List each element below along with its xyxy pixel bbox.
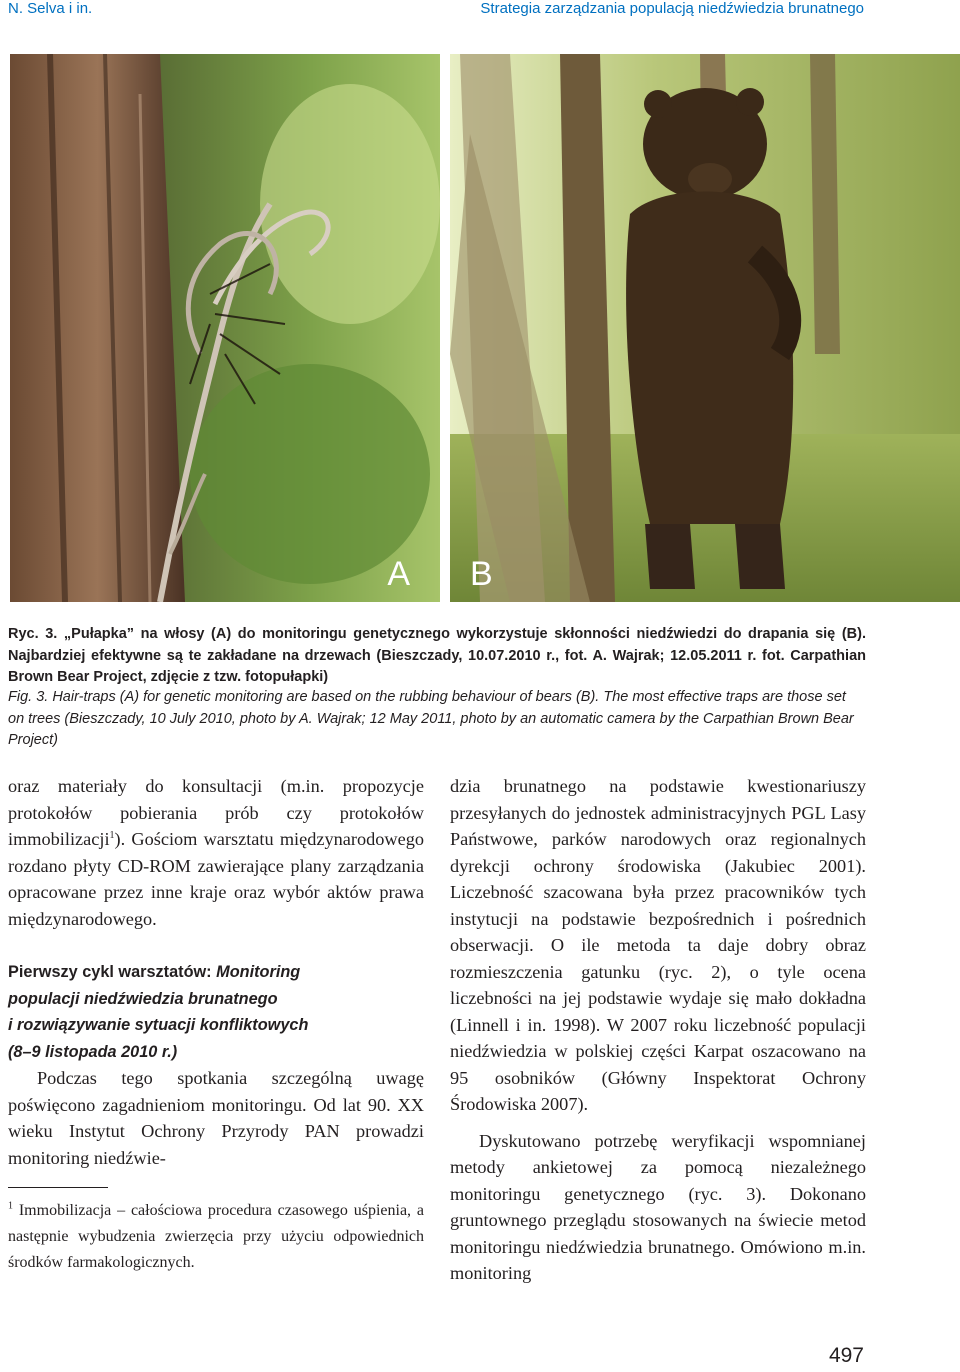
footnote-reference: 1 (109, 829, 115, 841)
heading-line: i rozwiązywanie sytuacji konfliktowych (8, 1016, 309, 1034)
paragraph-text: oraz materiały do konsultacji (m.in. propozycje protokołów pobierania prób czy protokołów immobilizacji (8, 776, 424, 849)
paragraph: Podczas tego spotkania szczególną uwagę poświęcono zagadnieniom monitoringu. Od lat 90. XX wieku Instytut Ochrony Przyrody PAN prowadzi monitoring niedźwie- (8, 1068, 424, 1168)
photo-hair-trap (10, 54, 440, 602)
paragraph (8, 773, 424, 932)
paragraph-text: ). Gościom warsztatu międzynarodowego rozdano płyty CD-ROM zawierające plany zarządzania opracowane przez inne kraje oraz wybór aktów prawa międzynarodowego. (8, 829, 424, 929)
bear-illustration (450, 54, 960, 602)
running-header (8, 0, 864, 22)
paragraph: dzia brunatnego na podstawie kwestionariuszy przesyłanych do jednostek administracyjnych PGL Lasy Państwowe, parków narodowych oraz regionalnych dyrekcji ochrony środowiska (Jakubiec 2001). Liczebność szacowana była przez pracowników tych instytucji na podstawie bezpośrednich i pośrednich obserwacji. O ile metoda ta daje dobry obraz rozmieszczenia gatunku (ryc. 2), o tyle ocena liczebności na jej podstawie wydaje się mało dokładna (Linnell i in. 1998). W 2007 roku liczebność populacji niedźwiedzia w polskiej części Karpat oszacowano na 95 osobników (Główny Inspektorat Ochrony Środowiska 2007). (450, 776, 866, 1114)
page-number: 497 (828, 1344, 864, 1367)
right-column (450, 773, 866, 1287)
heading-line: populacji niedźwiedzia brunatnego (8, 989, 278, 1008)
hair-trap-illustration (10, 54, 440, 602)
heading-line: Monitoring (216, 963, 301, 981)
figure-caption-english: Fig. 3. Hair-traps (A) for genetic monitoring are based on the rubbing behaviour of bears (B). The most effective traps are those set on trees (Bieszczady, 10 July 2010, photo by A. Wajrak; 12 May 2011, photo by an automatic camera by the Carpathian Brown Bear Project) (8, 689, 854, 748)
paragraph: Dyskutowano potrzebę weryfikacji wspomnianej metody ankietowej za pomocą niezależnego monitoringu genetycznego (ryc. 3). Dokonano gruntownego przeglądu stosowanych na świecie metod monitoringu niedźwiedzia brunatnego. Omówiono m.in. monitoring (450, 1130, 866, 1283)
footnote-divider (8, 1187, 108, 1188)
left-column (8, 773, 424, 1276)
photo-bear-rubbing (450, 54, 960, 602)
footnote-text: Immobilizacja – całościowa procedura czasowego uśpienia, a następnie wybudzenia zwierzęcia przy użyciu odpowiednich środków farmakologicznych. (8, 1202, 424, 1271)
figure-caption-polish: Ryc. 3. „Pułapka” na włosy (A) do monitoringu genetycznego wykorzystuje skłonności niedźwiedzi do drapania się (B). Najbardziej efektywne są te zakładane na drzewach (Bieszczady, 10.07.2010 r., fot. A. Wajrak; 12.05.2011 r. fot. Carpathian Brown Bear Project, zdjęcie z tzw. fotopułapki) (8, 626, 866, 685)
header-title: Strategia zarządzania populacją niedźwiedzia brunatnego (480, 0, 864, 17)
footnote (8, 1198, 424, 1276)
photo-label-a: A (387, 555, 410, 593)
heading-lead: Pierwszy cykl warsztatów: (8, 963, 217, 981)
header-authors: N. Selva i in. (8, 0, 93, 17)
photo-label-b: B (470, 555, 493, 593)
footnote-number: 1 (8, 1200, 13, 1212)
heading-line: (8–9 listopada 2010 r.) (8, 1042, 178, 1061)
section-heading (8, 959, 424, 1065)
